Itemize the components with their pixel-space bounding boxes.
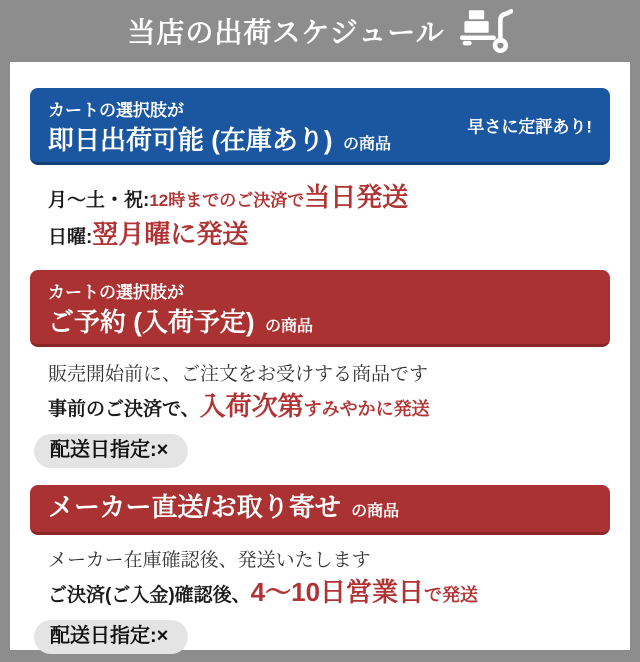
banner-backorder	[30, 485, 610, 535]
backorder-line-info	[48, 547, 630, 576]
banner-preorder-title: ご予約 (入荷予定)	[48, 307, 255, 337]
backorder-delivery-date-badge: 配送日指定:×	[34, 620, 188, 654]
banner-backorder-suffix: の商品	[351, 503, 400, 520]
preorder-info-text: 販売開始前に、ご注文をお受けする商品です	[48, 364, 429, 385]
preorder-line-info	[48, 361, 630, 390]
instock-weekday-em: 当日発送	[304, 182, 409, 212]
instock-line-weekday	[48, 181, 630, 218]
backorder-shipping-em: 4〜10日営業日	[250, 577, 425, 607]
instock-weekday-condition: 12時までのご決済で	[149, 191, 305, 210]
preorder-shipping-em: 入荷次第	[199, 391, 304, 421]
backorder-info-text: メーカー在庫確認後、発送いたします	[48, 550, 371, 571]
backorder-line-shipping	[48, 576, 630, 613]
backorder-shipping-tail: で発送	[424, 585, 479, 605]
banner-instock-suffix: の商品	[343, 136, 392, 153]
instock-line-sunday	[48, 218, 630, 255]
instock-sunday-em: 翌月曜に発送	[92, 219, 249, 249]
instock-description	[10, 181, 630, 255]
preorder-line-shipping	[48, 390, 630, 427]
banner-backorder-title: メーカー直送/お取り寄せ	[48, 492, 341, 522]
instock-weekday-label: 月〜土・祝:	[48, 190, 150, 211]
preorder-shipping-label: 事前のご決済で、	[48, 399, 200, 420]
banner-instock-title: 即日出荷可能 (在庫あり)	[48, 125, 333, 155]
hand-truck-icon	[459, 8, 513, 54]
backorder-description	[10, 547, 630, 613]
preorder-shipping-tail: すみやかに発送	[303, 399, 430, 419]
backorder-shipping-label: ご決済(ご入金)確認後、	[48, 585, 251, 606]
banner-backorder-mainline	[48, 491, 399, 528]
preorder-description	[10, 361, 630, 427]
content-panel	[10, 62, 630, 650]
banner-preorder-suffix: の商品	[265, 318, 314, 335]
instock-sunday-label: 日曜:	[48, 227, 93, 248]
banner-preorder-mainline	[48, 306, 592, 343]
page-title: 当店の出荷スケジュール	[127, 17, 445, 48]
preorder-delivery-date-badge: 配送日指定:×	[34, 434, 188, 468]
banner-preorder-topline: カートの選択肢が	[48, 283, 184, 302]
header-band	[0, 0, 640, 62]
banner-instock	[30, 88, 610, 165]
banner-instock-topline: カートの選択肢が	[48, 101, 184, 120]
banner-instock-note: 早さに定評あり!	[467, 117, 592, 137]
banner-preorder	[30, 270, 610, 347]
